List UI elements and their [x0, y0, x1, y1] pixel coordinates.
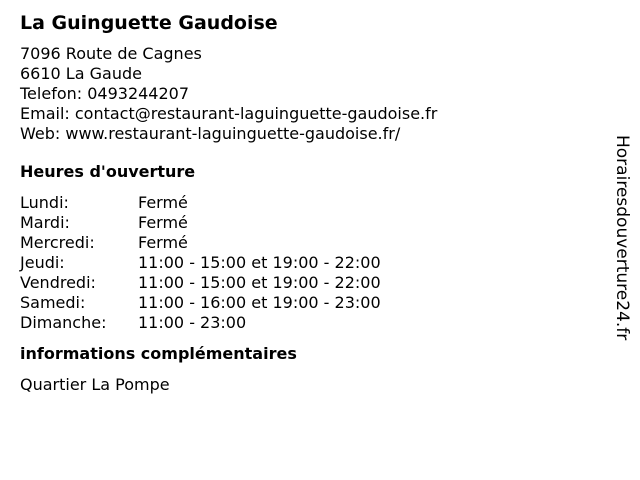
- time-value: 11:00 - 16:00 et 19:00 - 23:00: [138, 293, 381, 312]
- day-label: Mercredi:: [20, 233, 95, 252]
- day-label: Vendredi:: [20, 273, 96, 292]
- time-value: 11:00 - 15:00 et 19:00 - 22:00: [138, 273, 381, 292]
- hours-row-thursday: [20, 253, 600, 273]
- time-value: Fermé: [138, 193, 188, 212]
- hours-row-monday: [20, 193, 600, 213]
- restaurant-name: La Guinguette Gaudoise: [20, 12, 278, 34]
- phone-line: Telefon: 0493244207: [20, 84, 190, 103]
- hours-row-friday: [20, 273, 600, 293]
- hours-row-tuesday: [20, 213, 600, 233]
- hours-row-wednesday: [20, 233, 600, 253]
- postal-city: 6610 La Gaude: [20, 64, 142, 83]
- day-label: Jeudi:: [20, 253, 65, 272]
- time-value: 11:00 - 15:00 et 19:00 - 22:00: [138, 253, 381, 272]
- opening-hours-heading: Heures d'ouverture: [20, 162, 196, 181]
- additional-info-heading: informations complémentaires: [20, 344, 297, 363]
- time-value: 11:00 - 23:00: [138, 313, 247, 332]
- brand-watermark: Horairesdouverture24.fr: [612, 135, 632, 341]
- web-line: Web: www.restaurant-laguinguette-gaudoise.fr/: [20, 124, 401, 143]
- hours-row-saturday: [20, 293, 600, 313]
- time-value: Fermé: [138, 233, 188, 252]
- day-label: Samedi:: [20, 293, 86, 312]
- email-line: Email: contact@restaurant-laguinguette-gaudoise.fr: [20, 104, 438, 123]
- restaurant-card: [20, 10, 600, 395]
- day-label: Mardi:: [20, 213, 70, 232]
- additional-info-text: Quartier La Pompe: [20, 375, 170, 394]
- time-value: Fermé: [138, 213, 188, 232]
- day-label: Dimanche:: [20, 313, 107, 332]
- opening-hours-table: [20, 193, 600, 333]
- day-label: Lundi:: [20, 193, 69, 212]
- hours-row-sunday: [20, 313, 600, 333]
- contact-block: [20, 44, 600, 144]
- street-address: 7096 Route de Cagnes: [20, 44, 202, 63]
